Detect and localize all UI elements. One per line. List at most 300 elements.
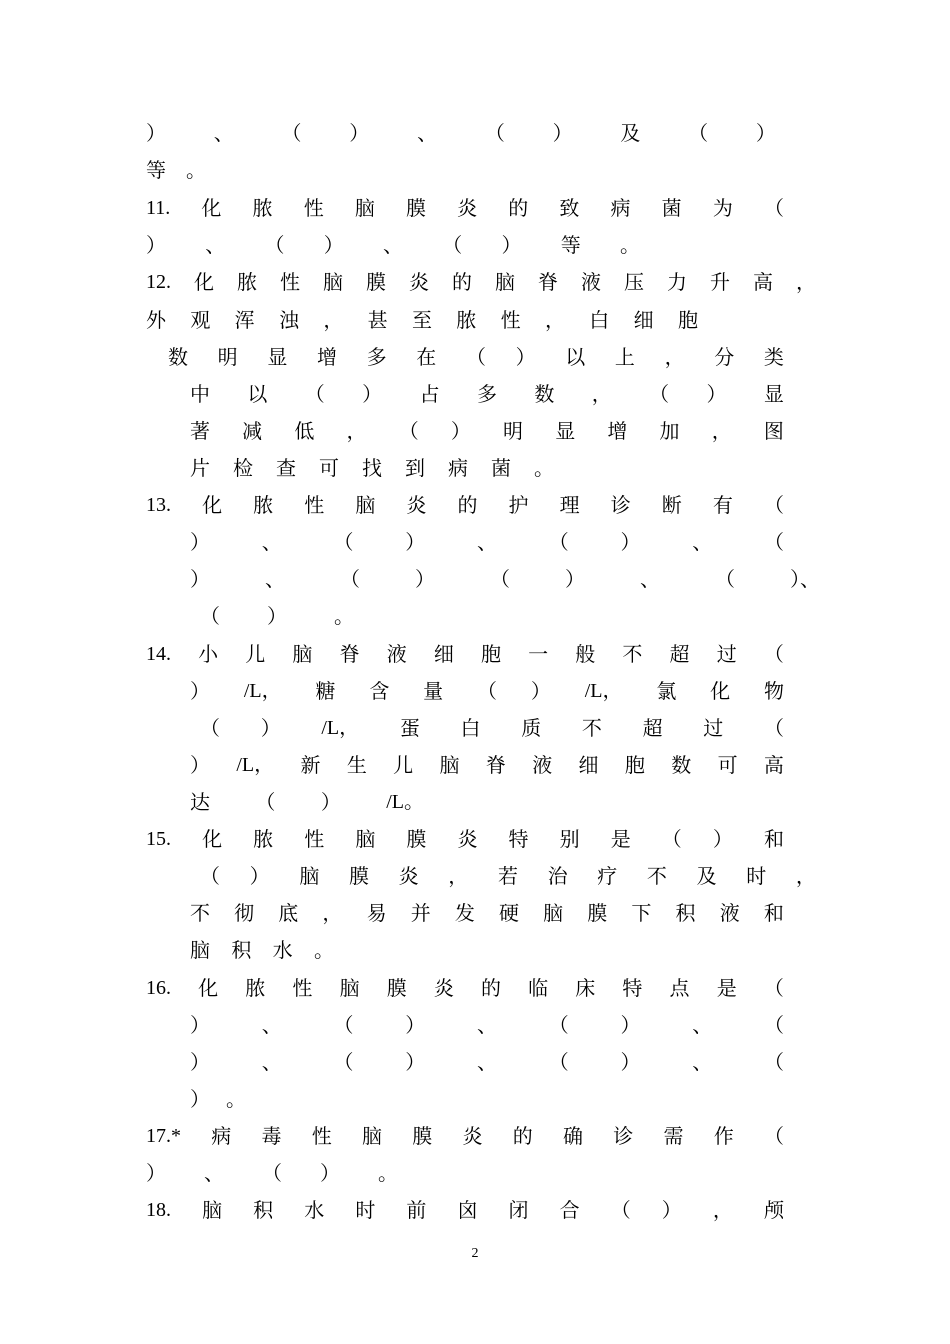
text-token: （ [649,382,670,406]
text-line [200,713,784,743]
text-token: 可 [717,753,738,777]
text-token: 确 [563,1124,583,1148]
text-token: ） [405,1013,426,1037]
text-token: 化 [202,827,223,851]
text-token: 脓 [456,308,477,332]
text-token: 膜 [405,196,426,220]
text-token: ） [530,679,551,703]
text-token: 积 [675,901,696,925]
text-token: 、 [692,1050,713,1074]
text-token: 化 [202,493,223,517]
text-token: 生 [346,753,367,777]
text-line [146,1158,398,1188]
text-token: 以 [565,345,586,369]
text-token: 疗 [597,864,618,888]
text-token: 。 [620,233,640,257]
text-token: 、 [265,567,285,591]
text-token: 15. [146,828,171,850]
text-token: （ [281,121,302,145]
text-token: 检 [233,456,253,480]
text-token: 化 [198,976,219,1000]
text-token: 等 [560,233,581,257]
text-token: 治 [547,864,568,888]
text-line [190,1010,784,1040]
text-token: 分 [714,345,735,369]
text-token: 脊 [485,753,506,777]
text-token: 胞 [480,642,501,666]
text-token: ） [620,530,641,554]
text-token: 脑 [299,864,320,888]
text-token: 上 [614,345,635,369]
text-token: 、 [205,233,226,257]
text-token: 胞 [624,753,645,777]
text-token: 达 [190,790,210,814]
text-token: 数 [671,753,692,777]
text-token: 膜 [412,1124,433,1148]
text-token: （ [763,493,784,517]
text-token: 点 [669,976,690,1000]
text-token: 诊 [610,493,631,517]
text-token: 脑 [323,270,343,294]
text-token: 小 [198,642,219,666]
text-token: 在 [416,345,437,369]
text-token: 膜 [348,864,369,888]
text-token: 找 [362,456,382,480]
text-token: 作 [713,1124,734,1148]
text-token: 超 [669,642,690,666]
text-line [190,750,784,780]
text-token: 、 [383,233,403,257]
text-line [146,1121,784,1151]
text-token: （ [548,1013,569,1037]
text-token: 17.* [146,1125,181,1147]
text-token: 中 [190,382,210,406]
text-token: 低 [294,419,315,443]
text-token: ） [190,679,210,703]
text-token: 发 [454,901,475,925]
text-token: ） [349,121,370,145]
text-token: 脓 [253,493,274,517]
text-token: （ [548,1050,569,1074]
text-line [190,453,554,483]
text-token: ） [320,1161,340,1185]
text-line [200,861,816,891]
text-token: 白 [589,308,610,332]
text-token: 。 [378,1161,398,1185]
text-token: 以 [247,382,268,406]
text-token: 、 [692,1013,713,1037]
text-line [190,787,424,817]
text-line [146,824,784,854]
text-token: 膜 [587,901,608,925]
text-token: 、 [477,530,497,554]
text-line [146,267,816,297]
text-token: 不 [190,901,210,925]
text-token: 、 [477,1013,497,1037]
text-token: 脓 [253,827,274,851]
text-token: （ [304,382,325,406]
text-token: 护 [508,493,529,517]
text-token: 甚 [367,308,388,332]
text-token: 水 [272,938,293,962]
text-token: ， [664,345,685,369]
text-token: （ [763,642,784,666]
text-token: 时 [355,1198,376,1222]
page-number: 2 [471,1246,479,1261]
text-token: ） [190,753,210,777]
text-token: 至 [411,308,432,332]
text-token: （ [764,530,784,554]
text-token: ） [190,1013,210,1037]
text-token: 增 [607,419,628,443]
text-token: 18. [146,1199,171,1221]
text-token: 特 [622,976,643,1000]
text-token: 脓 [237,270,257,294]
text-token: ） [190,567,210,591]
text-token: 著 [190,419,210,443]
text-token: ） [515,345,536,369]
text-token: （ [490,567,510,591]
text-token: 。 [226,1087,246,1111]
text-token: 囟 [457,1198,478,1222]
text-token: 不 [622,642,643,666]
text-token: 彻 [234,901,255,925]
text-token: ） [267,604,287,628]
text-token: （ [264,233,285,257]
text-token: 的 [452,270,472,294]
text-token: ） [146,1161,166,1185]
text-token: 菌 [491,456,511,480]
text-token: 多 [476,382,497,406]
text-token: 脑 [339,976,360,1000]
text-token: 高 [753,270,773,294]
text-token: ） [190,1050,210,1074]
text-token: 是 [716,976,737,1000]
text-token: 过 [703,716,724,740]
text-token: 显 [267,345,288,369]
text-token: 14. [146,643,171,665]
text-token: 、 [213,121,234,145]
text-line [190,527,784,557]
text-token: 及 [620,121,641,145]
text-token: （ [477,679,497,703]
text-token: 儿 [245,642,266,666]
text-token: 脑 [202,1198,223,1222]
text-token: 、 [640,567,660,591]
text-token: ） [405,1050,426,1074]
text-token: /L， [243,680,282,702]
text-token: 易 [366,901,387,925]
text-token: 质 [521,716,542,740]
text-token: 量 [423,679,444,703]
text-token: 含 [369,679,390,703]
text-token: 液 [581,270,601,294]
text-token: 床 [575,976,596,1000]
text-token: 颅 [763,1198,784,1222]
text-token: 的 [512,1124,533,1148]
text-token: ）、 [790,567,820,591]
text-token: 等 [146,158,166,182]
text-line [190,1047,784,1077]
text-token: 积 [231,938,252,962]
text-token: ， [323,308,344,332]
text-token: 超 [642,716,663,740]
text-token: （ [200,864,220,888]
text-token: 观 [190,308,211,332]
text-token: 多 [366,345,387,369]
text-token: 是 [610,827,631,851]
text-token: （ [200,716,220,740]
text-token: 不 [581,716,602,740]
text-token: 和 [763,901,784,925]
text-token: 炎 [462,1124,483,1148]
text-token: 明 [217,345,238,369]
text-token: /L， [584,680,623,702]
text-token: 查 [276,456,296,480]
text-token: ） [260,716,281,740]
text-token: 过 [716,642,737,666]
text-token: 性 [304,493,325,517]
text-token: 。 [534,456,554,480]
text-token: （ [442,233,463,257]
text-token: 、 [261,1013,282,1037]
text-token: （ [715,567,735,591]
text-token: 、 [417,121,438,145]
text-line [200,601,354,631]
text-token: 为 [712,196,733,220]
text-token: 性 [292,976,313,1000]
text-token: 炎 [409,270,429,294]
text-token: （ [763,716,784,740]
text-token: 特 [508,827,529,851]
text-token: （ [200,604,220,628]
text-token: 脊 [339,642,360,666]
text-token: 有 [712,493,733,517]
text-token: 糖 [315,679,336,703]
text-token: ） [320,790,341,814]
text-token: 脊 [538,270,558,294]
text-token: 脑 [362,1124,382,1148]
text-token: ） [552,121,573,145]
text-token: ） [190,530,210,554]
text-line [146,1195,784,1225]
text-token: 片 [190,456,210,480]
text-token: 别 [559,827,580,851]
text-line [146,490,784,520]
text-token: 增 [316,345,337,369]
text-token: 诊 [613,1124,634,1148]
text-token: ， [711,419,732,443]
text-token: 炎 [433,976,454,1000]
text-token: 。 [186,158,206,182]
text-token: 病 [211,1124,232,1148]
text-token: ， [448,864,469,888]
text-token: 病 [448,456,468,480]
text-token: 数 [534,382,555,406]
text-token: 化 [710,679,731,703]
text-token: 膜 [366,270,386,294]
text-token: （ [340,567,360,591]
text-line [146,193,784,223]
text-token: 、 [261,1050,282,1074]
text-token: 及 [696,864,717,888]
text-token: 性 [303,196,324,220]
text-token: 图 [763,419,784,443]
text-token: （ [548,530,569,554]
text-token: （ [764,1124,784,1148]
text-line [146,639,784,669]
text-token: ） [146,233,166,257]
text-token: 细 [433,642,454,666]
text-token: 前 [406,1198,427,1222]
text-token: 的 [457,493,478,517]
text-token: 脑 [292,642,313,666]
text-token: 力 [667,270,687,294]
text-token: ） [146,121,166,145]
text-token: （ [333,1050,354,1074]
text-token: 。 [334,604,354,628]
text-token: 浊 [278,308,299,332]
text-token: 到 [405,456,425,480]
text-token: （ [262,1161,282,1185]
text-token: ， [796,270,816,294]
text-token: 临 [528,976,549,1000]
text-token: 、 [692,530,713,554]
text-token: 膜 [386,976,407,1000]
text-token: 减 [242,419,263,443]
text-token: 细 [633,308,654,332]
text-token: 氯 [656,679,677,703]
text-token: ） [405,530,426,554]
text-token: 脑 [495,270,515,294]
text-token: 炎 [406,493,427,517]
text-token: 蛋 [399,716,420,740]
text-token: 明 [503,419,524,443]
text-token: ） [501,233,522,257]
text-token: ） [661,1198,682,1222]
text-token: 物 [764,679,784,703]
text-token: （ [398,419,419,443]
text-token: ， [322,901,343,925]
text-token: 升 [710,270,730,294]
text-token: 性 [500,308,521,332]
text-line [146,118,776,148]
text-token: 脑 [354,196,375,220]
text-token: （ [764,1050,784,1074]
text-token: 显 [555,419,576,443]
text-token: 、 [261,530,282,554]
text-line [190,898,784,928]
text-token: 菌 [661,196,682,220]
text-token: /L， [321,717,360,739]
text-token: 11. [146,197,171,219]
text-token: ） [362,382,383,406]
text-line [146,230,640,260]
text-token: 白 [460,716,481,740]
text-token: 病 [610,196,631,220]
text-token: 占 [419,382,440,406]
text-token: 数 [168,345,188,369]
text-token: 胞 [677,308,698,332]
text-token: （ [763,196,784,220]
text-token: 16. [146,977,171,999]
text-token: 硬 [498,901,519,925]
text-line [190,379,784,409]
text-token: 13. [146,494,171,516]
text-token: 积 [253,1198,274,1222]
text-token: ， [544,308,565,332]
text-token: （ [484,121,505,145]
text-token: ） [755,121,776,145]
text-line [190,1084,246,1114]
text-token: 浑 [234,308,255,332]
text-token: 的 [480,976,501,1000]
text-token: 合 [559,1198,580,1222]
text-line [146,973,784,1003]
text-token: 炎 [457,827,478,851]
text-token: 底 [278,901,299,925]
text-line [168,342,784,372]
text-token: 下 [631,901,652,925]
text-line [146,155,206,185]
text-token: 闭 [508,1198,529,1222]
text-token: 并 [410,901,431,925]
text-token: 化 [194,270,214,294]
text-token: 液 [386,642,407,666]
text-token: 脓 [245,976,266,1000]
text-token: （ [610,1198,631,1222]
text-line [190,564,820,594]
text-token: 外 [146,308,166,332]
text-line [190,676,784,706]
text-token: 炎 [457,196,478,220]
text-token: 般 [575,642,596,666]
text-line [146,305,698,335]
text-token: 和 [763,827,784,851]
text-token: 脑 [543,901,564,925]
text-token: 显 [763,382,784,406]
text-token: 的 [508,196,529,220]
text-token: ） [620,1013,641,1037]
text-token: 加 [659,419,680,443]
text-token: （ [465,345,486,369]
text-token: 脓 [252,196,273,220]
text-token: ） [249,864,270,888]
text-token: 、 [204,1161,224,1185]
text-token: ， [712,1198,733,1222]
text-token: 可 [319,456,339,480]
text-token: 液 [532,753,553,777]
text-token: ） [565,567,585,591]
text-token: 、 [477,1050,497,1074]
text-token: 儿 [393,753,414,777]
text-token: 12. [146,271,171,293]
text-token: 需 [663,1124,684,1148]
text-token: （ [333,1013,354,1037]
text-token: 压 [624,270,644,294]
text-token: ， [795,864,816,888]
text-token: ） [190,1087,210,1111]
text-token: 不 [646,864,667,888]
text-token: 化 [201,196,222,220]
text-token: 性 [311,1124,332,1148]
text-token: ， [591,382,612,406]
text-token: ） [712,827,733,851]
text-token: 炎 [398,864,419,888]
text-token: 膜 [406,827,427,851]
text-token: 水 [304,1198,325,1222]
text-token: （ [763,976,784,1000]
